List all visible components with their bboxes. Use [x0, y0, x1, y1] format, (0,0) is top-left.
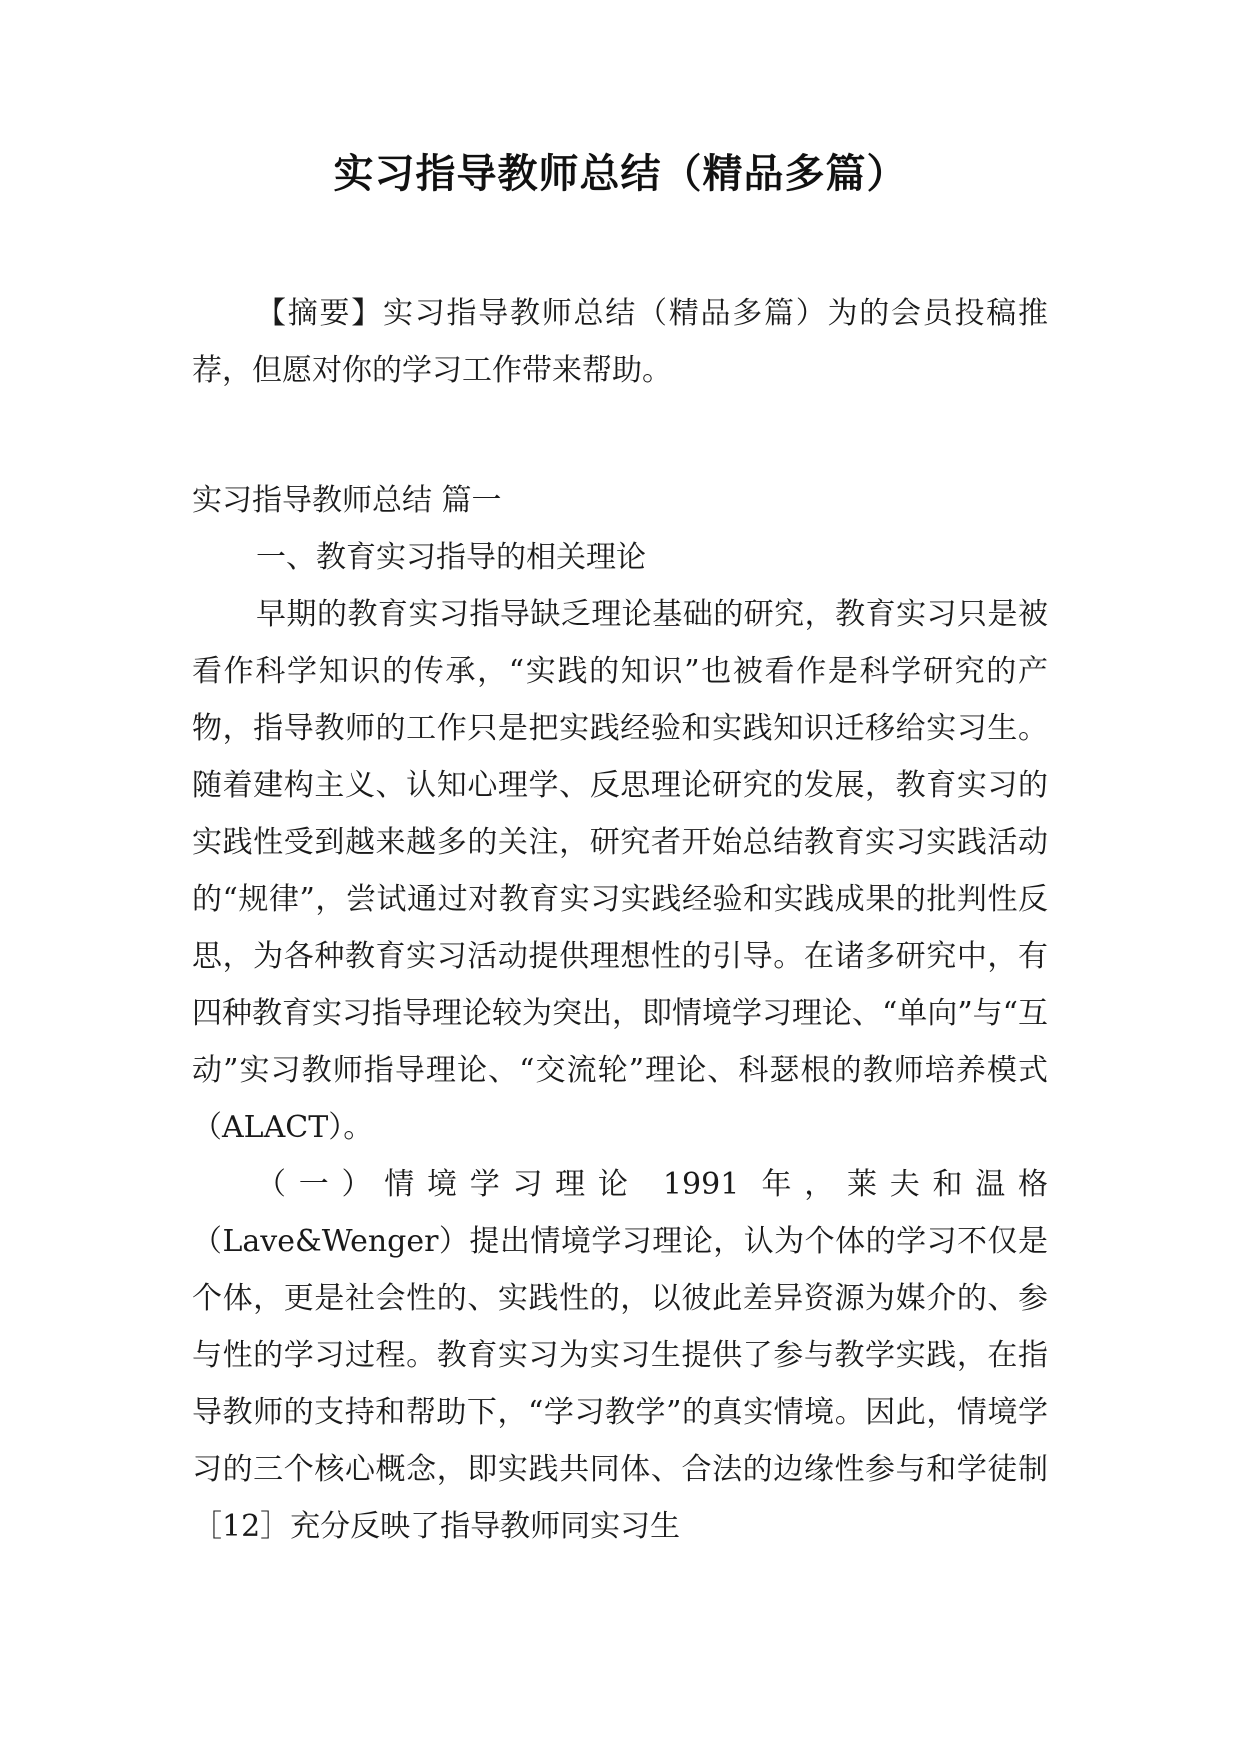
document-body [192, 472, 1048, 1555]
section-heading: 实习指导教师总结 篇一 [192, 483, 502, 518]
body-paragraph: （一）情境学习理论 1991 年，莱夫和温格（Lave&Wenger）提出情境学习理论，认为个体的学习不仅是个体，更是社会性的、实践性的，以彼此差异资源为媒介的、参与性的学习过程。教育实习为实习生提供了参与教学实践，在指导教师的支持和帮助下，“学习教学”的真实情境。因此，情境学习的三个核心概念，即实践共同体、合法的边缘性参与和学徒制［12］充分反映了指导教师同实习生 [192, 1167, 1048, 1544]
document-title: 实习指导教师总结（精品多篇） [333, 151, 908, 197]
body-paragraph: 早期的教育实习指导缺乏理论基础的研究，教育实习只是被看作科学知识的传承，“实践的知识”也被看作是科学研究的产物，指导教师的工作只是把实践经验和实践知识迁移给实习生。随着建构主义、认知心理学、反思理论研究的发展，教育实习的实践性受到越来越多的关注，研究者开始总结教育实习实践活动的“规律”，尝试通过对教育实习实践经验和实践成果的批判性反思，为各种教育实习活动提供理想性的引导。在诸多研究中，有四种教育实习指导理论较为突出，即情境学习理论、“单向”与“互动”实习教师指导理论、“交流轮”理论、科瑟根的教师培养模式（ALACT）。 [192, 597, 1049, 1145]
subheading: 一、教育实习指导的相关理论 [256, 540, 646, 575]
abstract-paragraph: 【摘要】实习指导教师总结（精品多篇）为的会员投稿推荐，但愿对你的学习工作带来帮助。 [192, 296, 1048, 388]
